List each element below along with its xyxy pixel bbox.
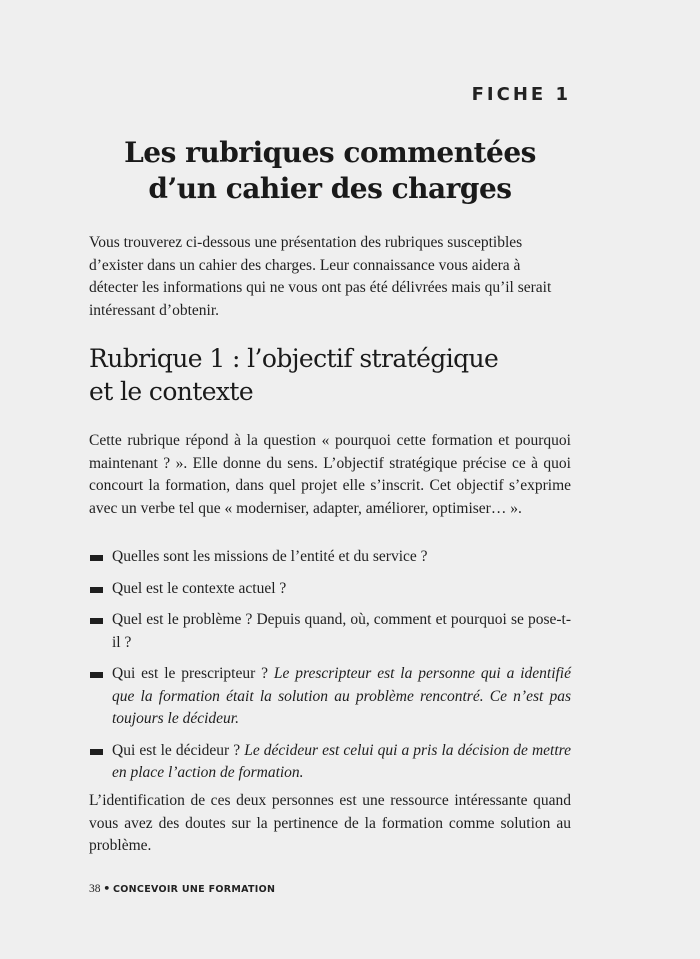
list-item-note: Le prescripteur est la personne qui a identifié que la formation était la solution au problème rencontré. Ce n’est pas toujours le décideur. (112, 665, 571, 727)
intro-paragraph: Vous trouverez ci-dessous une présentation des rubriques susceptibles d’exister dans un cahier des charges. Leur connaissance vous aidera à détecter les informations qui ne vous ont pas été délivrées mais qu’il serait intéressant d’obtenir. (89, 234, 552, 319)
page-title-line-2: d’un cahier des charges (148, 172, 512, 205)
question-list (89, 546, 571, 794)
dash-bullet-icon (90, 618, 103, 624)
section-heading-line-1: Rubrique 1 : l’objectif stratégique (89, 344, 499, 373)
list-item-note: Le décideur est celui qui a pris la décision de mettre en place l’action de formation. (112, 741, 572, 781)
section-paragraph-1: Cette rubrique répond à la question « pourquoi cette formation et pourquoi maintenant ? ». Elle donne du sens. L’objectif stratégique précise ce à quoi concourt la formation, dans quel projet elle s’inscrit. Cet objectif s’exprime avec un verbe tel que « moderniser, adapter, améliorer, optimiser… ». (89, 432, 571, 517)
list-item-text: Quel est le problème ? Depuis quand, où, comment et pourquoi se pose-t-il ? (112, 611, 571, 651)
list-item-text: Quel est le contexte actuel ? (112, 579, 287, 597)
page-title (0, 135, 660, 207)
dash-bullet-icon (90, 749, 103, 755)
section-heading-line-2: et le contexte (89, 377, 254, 406)
section-heading (89, 342, 589, 408)
list-item (89, 546, 571, 569)
list-item-text: Qui est le prescripteur ? (112, 665, 274, 682)
page-title-line-1: Les rubriques commentées (124, 136, 536, 169)
list-item-text: Quelles sont les missions de l’entité et du service ? (112, 548, 428, 565)
page-number: 38 (89, 883, 101, 895)
list-item (89, 663, 571, 731)
page-footer (89, 882, 275, 895)
dash-bullet-icon (90, 587, 103, 593)
section-paragraph-2: L’identification de ces deux personnes est une ressource intéressante quand vous avez des doutes sur la pertinence de la formation comme solution au problème. (89, 792, 571, 854)
list-item-text: Qui est le décideur ? (112, 741, 245, 759)
dash-bullet-icon (90, 555, 103, 561)
dash-bullet-icon (90, 672, 103, 678)
fiche-label: FICHE 1 (471, 84, 571, 105)
footer-separator: • (103, 882, 111, 895)
list-item (89, 578, 571, 601)
list-item (89, 609, 571, 654)
book-title: CONCEVOIR UNE FORMATION (113, 884, 276, 895)
list-item (89, 740, 571, 785)
